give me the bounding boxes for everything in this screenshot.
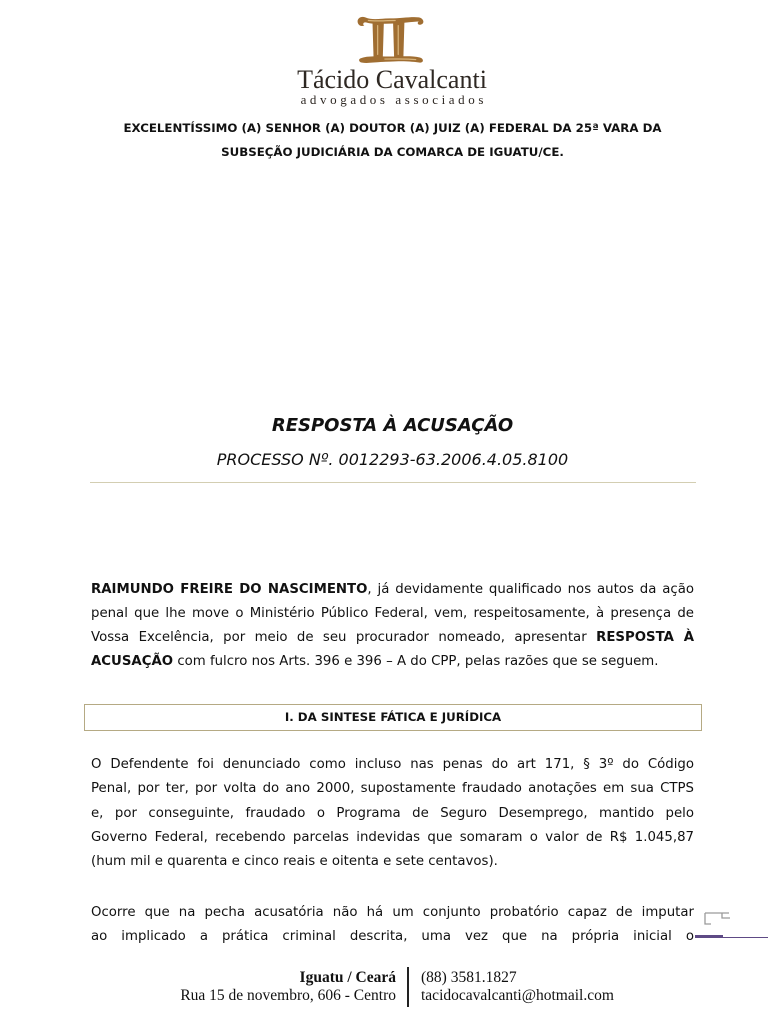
intro-paragraph (91, 578, 694, 674)
paragraph-line (91, 650, 694, 674)
paragraph-line: ao implicado a prática criminal descrita, uma vez que na própria inicial o (91, 929, 694, 944)
firm-name: Tácido Cavalcanti (297, 65, 487, 94)
addressee-line: EXCELENTÍSSIMO (A) SENHOR (A) DOUTOR (A) JUIZ (A) FEDERAL DA 25ª VARA DA (123, 121, 662, 135)
paragraph-line (91, 626, 694, 650)
section-heading-box (84, 704, 702, 731)
body-paragraph (91, 753, 694, 874)
footer-city: Iguatu / Ceará (299, 969, 396, 986)
paragraph-line: O Defendente foi denunciado como incluso nas penas do art 171, § 3º do Código (91, 757, 694, 772)
addressee (91, 116, 694, 164)
firm-tagline: advogados associados (300, 92, 488, 107)
paragraph-line: Governo Federal, recebendo parcelas indevidas que somaram o valor de R$ 1.045,87 (91, 829, 694, 845)
footer-divider (407, 967, 409, 1007)
footer-address: Rua 15 de novembro, 606 - Centro (180, 987, 396, 1004)
footer-contact (421, 969, 681, 1005)
line-text: , já devidamente qualificado nos autos da ação (367, 582, 694, 597)
paragraph-line: e, por conseguinte, fraudado o Programa de Seguro Desemprego, mantido pelo (91, 805, 694, 821)
paragraph-line: Penal, por ter, por volta do ano 2000, supostamente fraudado anotações em sua CTPS (91, 781, 694, 797)
process-number: PROCESSO Nº. 0012293-63.2006.4.05.8100 (216, 450, 569, 469)
margin-marker-icon (702, 908, 732, 928)
emphasis-text: ACUSAÇÃO (91, 654, 174, 669)
line-text: Vossa Excelência, por meio de seu procurador nomeado, apresentar (91, 630, 587, 645)
section-heading: I. DA SINTESE FÁTICA E JURÍDICA (284, 710, 502, 724)
paragraph-line (91, 578, 694, 602)
addressee-line: SUBSEÇÃO JUDICIÁRIA DA COMARCA DE IGUATU/CE. (221, 145, 564, 159)
footer-location (150, 969, 396, 1005)
accent-line (695, 937, 768, 938)
logo-monogram-icon (354, 13, 426, 65)
paragraph-line: (hum mil e quarenta e cinco reais e oitenta e sete centavos). (91, 854, 498, 869)
footer-phone: (88) 3581.1827 (421, 969, 517, 986)
party-name: RAIMUNDO FREIRE DO NASCIMENTO (91, 582, 368, 597)
document-title: RESPOSTA À ACUSAÇÃO (271, 415, 514, 436)
paragraph-line (91, 602, 694, 626)
paragraph-line: Ocorre que na pecha acusatória não há um conjunto probatório capaz de imputar (91, 905, 694, 920)
body-paragraph (91, 901, 694, 949)
line-text: penal que lhe move o Ministério Público Federal, vem, respeitosamente, à presença de (91, 606, 694, 621)
line-text: com fulcro nos Arts. 396 e 396 – A do CPP, pelas razões que se seguem. (177, 654, 659, 669)
title-divider (90, 482, 696, 483)
emphasis-text: RESPOSTA À (596, 630, 694, 645)
footer-email: tacidocavalcanti@hotmail.com (421, 987, 614, 1004)
